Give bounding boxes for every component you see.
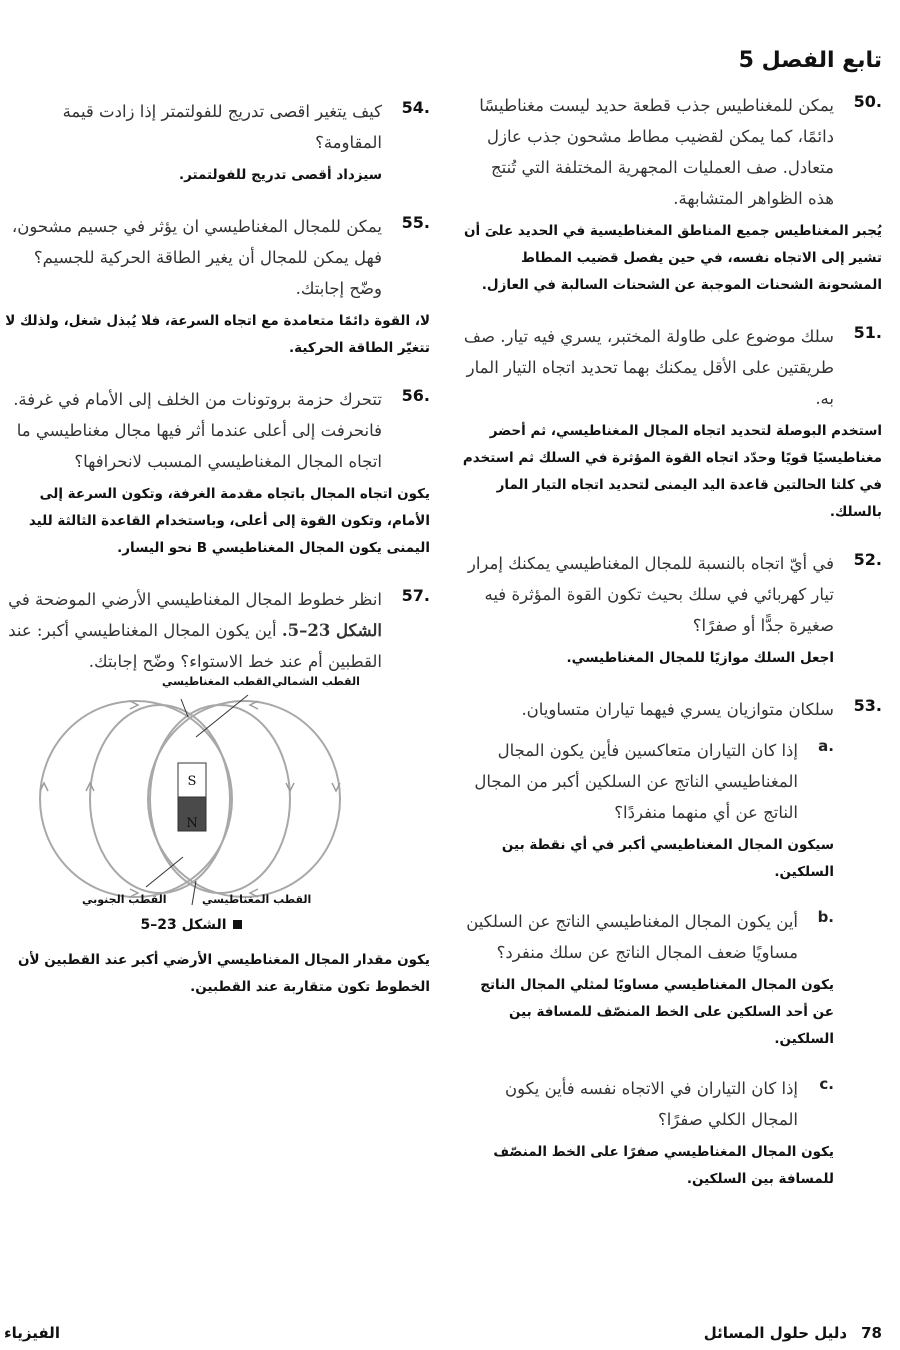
left-column: [0, 96, 430, 1023]
question-number: 52.: [853, 550, 882, 569]
field-line-inner-right: [150, 705, 290, 893]
question-52: [462, 548, 882, 672]
figure-label-north-pole: القطب الشمالي: [272, 675, 360, 688]
magnet-n-label: N: [186, 816, 198, 831]
question-text-part: أين يكون المجال المغناطيسي أكبر: عند القطبين أم عند خط الاستواء؟ وضّح إجابتك.: [8, 621, 382, 671]
figure-label-south-pole: القطب الجنوبي: [82, 893, 167, 906]
right-column: [462, 90, 882, 1215]
page-title: تابع الفصل 5: [738, 48, 882, 73]
answer-text: يكون المجال المغناطيسي مساويًا لمثلي المجال الناتج عن أحد السلكين على الخط المنصّف للمسافة بين السلكين.: [480, 977, 834, 1047]
question-text: سلكان متوازيان يسري فيهما تياران متساويان.: [521, 700, 834, 719]
subquestion-letter: c.: [819, 1075, 834, 1093]
answer-text: استخدم البوصلة لتحديد اتجاه المجال المغناطيسي، ثم أحضر مغناطيسيًا قويًا وحدّد اتجاه القوة المؤثرة في السلك ثم استخدم في كلتا الحالتين قاعدة اليد اليمنى لتحديد اتجاه التيار المار بالسلك.: [462, 423, 882, 520]
question-text: [0, 584, 382, 677]
question-number: 56.: [401, 386, 430, 405]
figure-caption: [0, 917, 382, 933]
subquestion-letter: a.: [818, 737, 834, 755]
footer-subject: الفيزياء: [4, 1324, 60, 1342]
answer-text: اجعل السلك موازيًا للمجال المغناطيسي.: [566, 650, 834, 666]
book-title: دليل حلول المسائل: [703, 1324, 848, 1342]
field-line-inner-left: [90, 705, 230, 893]
figure-label-magnetic-pole-top: القطب المغناطيسي: [162, 675, 272, 688]
question-text: يمكن للمجال المغناطيسي ان يؤثر في جسيم مشحون، فهل يمكن للمجال أن يغير الطاقة الحركية للجسيم؟ وضّح إجابتك.: [11, 217, 382, 298]
question-56: [0, 384, 430, 562]
answer-text: يكون المجال المغناطيسي صفرًا على الخط المنصّف للمسافة بين السلكين.: [493, 1144, 834, 1187]
subquestion-text: إذا كان التياران في الاتجاه نفسه فأين يكون المجال الكلي صفرًا؟: [505, 1079, 798, 1129]
question-number: 55.: [401, 213, 430, 232]
figure-label-magnetic-pole-bottom: القطب المغناطيسي: [202, 893, 312, 906]
question-54: [0, 96, 430, 189]
question-number: 54.: [401, 98, 430, 117]
earth-magnetic-field-figure: [26, 675, 360, 909]
subquestion-c: [462, 1073, 834, 1193]
label-pointer-north: [196, 695, 248, 737]
question-53: [462, 694, 882, 1193]
field-lines-diagram: [26, 679, 356, 909]
label-pointer-south: [146, 857, 183, 887]
question-55: [0, 211, 430, 362]
question-text: في أيّ اتجاه بالنسبة للمجال المغناطيسي يمكنك إمرار تيار كهربائي في سلك بحيث تكون القوة المؤثرة فيه صغيرة جدًّا أو صفرًا؟: [467, 554, 834, 635]
subquestion-a: [462, 735, 834, 886]
magnet-s-label: S: [187, 774, 197, 789]
question-50: [462, 90, 882, 299]
question-text: تتحرك حزمة بروتونات من الخلف إلى الأمام في غرفة. فانحرفت إلى أعلى عندما أثر فيها مجال مغناطيسي ما اتجاه المجال المغناطيسي المسبب لانحرافها؟: [13, 390, 382, 471]
question-text: سلك موضوع على طاولة المختبر، يسري فيه تيار. صف طريقتين على الأقل يمكنك بهما تحديد اتجاه التيار المار به.: [463, 327, 834, 408]
subquestion-letter: b.: [817, 908, 834, 926]
question-57: [0, 584, 430, 1001]
question-text-part: انظر خطوط المجال المغناطيسي الأرضي الموضحة في: [8, 590, 382, 609]
question-number: 51.: [853, 323, 882, 342]
question-text: يمكن للمغناطيس جذب قطعة حديد ليست مغناطيسًا دائمًا، كما يمكن لقضيب مطاط مشحون جذب عازل متعادل. صف العمليات المجهرية المختلفة التي تُنتج هذه الظواهر المتشابهة.: [479, 96, 834, 208]
answer-text: سيكون المجال المغناطيسي أكبر في أي نقطة بين السلكين.: [501, 837, 834, 880]
caption-square-icon: [233, 920, 242, 929]
subquestion-b: [462, 906, 834, 1053]
question-text: كيف يتغير اقصى تدريج للفولتمتر إذا زادت قيمة المقاومة؟: [62, 102, 382, 152]
question-number: 53.: [853, 696, 882, 715]
figure-caption-text: الشكل 23–5: [140, 917, 227, 933]
answer-text: سيزداد أقصى تدريج للفولتمتر.: [178, 167, 382, 183]
answer-text: لا، القوة دائمًا متعامدة مع اتجاه السرعة، فلا يُبذل شغل، ولذلك لا تتغيّر الطاقة الحركية.: [5, 313, 430, 356]
question-number: 50.: [853, 92, 882, 111]
subquestion-text: أين يكون المجال المغناطيسي الناتج عن السلكين مساويًا ضعف المجال الناتج عن سلك منفرد؟: [466, 912, 798, 962]
question-51: [462, 321, 882, 526]
page-number: 78: [861, 1324, 882, 1342]
field-line-outer-right: [148, 701, 340, 897]
footer-page-info: [704, 1324, 882, 1342]
answer-text: يكون مقدار المجال المغناطيسي الأرضي أكبر عند القطبين لأن الخطوط تكون متقاربة عند القطبين.: [18, 952, 430, 995]
answer-text: يُجبر المغناطيس جميع المناطق المغناطيسية في الحديد علىَ أن تشير إلى الاتجاه نفسه، في حين يفصل قضيب المطاط المشحونة الشحنات الموجبة عن الشحنات السالبة في العازل.: [463, 223, 882, 293]
question-number: 57.: [401, 586, 430, 605]
subquestion-text: إذا كان التياران متعاكسين فأين يكون المجال المغناطيسي الناتج عن السلكين أكبر من المجال الناتج عن أي منهما منفردًا؟: [474, 741, 798, 822]
figure-reference: الشكل 23–5.: [281, 621, 382, 640]
answer-text: يكون اتجاه المجال باتجاه مقدمة الغرفة، وتكون السرعة إلى الأمام، وتكون القوة إلى أعلى، وباستخدام القاعدة الثالثة لليد اليمنى يكون المجال المغناطيسي B نحو اليسار.: [28, 486, 430, 556]
